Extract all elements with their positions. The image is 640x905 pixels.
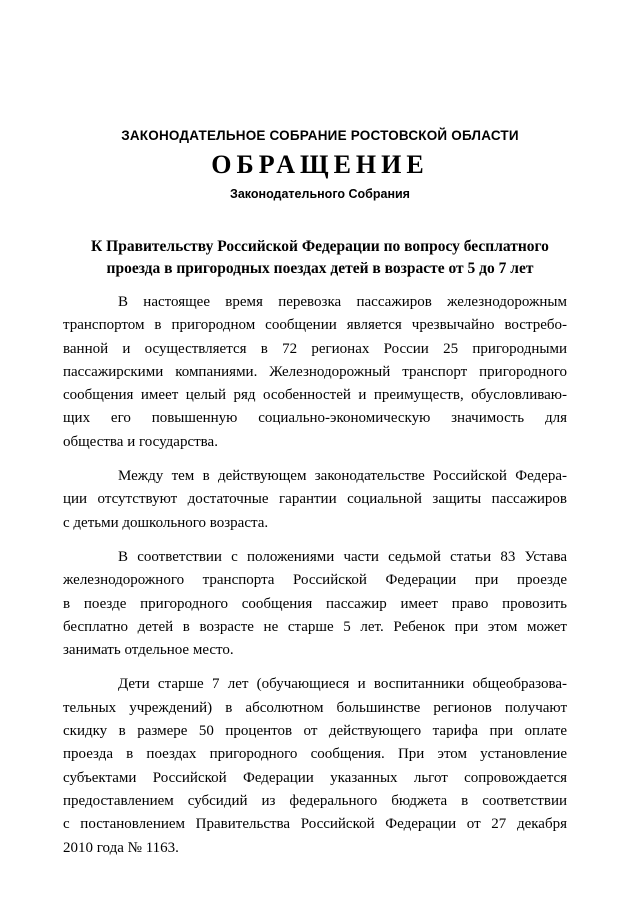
text-line: Дети старше 7 лет (обучающиеся и воспитанники общеобразова- [118, 676, 567, 693]
text-line: сообщения имеет целый ряд особенностей и преимуществ, обусловливаю- [63, 387, 567, 404]
text-line: Между тем в действующем законодательстве Российской Федера- [118, 468, 567, 485]
text-line: занимать отдельное место. [63, 642, 234, 659]
text-line: предоставлением субсидий из федерального бюджета в соответствии [63, 792, 567, 809]
document-body [63, 291, 567, 871]
paragraph [63, 546, 567, 662]
text-line: 2010 года № 1163. [63, 839, 179, 856]
organization-title: ЗАКОНОДАТЕЛЬНОЕ СОБРАНИЕ РОСТОВСКОЙ ОБЛАСТИ [121, 128, 519, 143]
paragraph [63, 673, 567, 859]
text-line: с детьми дошкольного возраста. [63, 514, 269, 531]
paragraph [63, 465, 567, 535]
subject-heading [60, 236, 580, 280]
text-line: общества и государства. [63, 433, 218, 450]
text-line: тельных учреждений) в абсолютном большинстве регионов получают [63, 699, 567, 716]
document-type-heading: ОБРАЩЕНИЕ [211, 150, 429, 179]
text-line: железнодорожного транспорта Российской Федерации при проезде [63, 572, 567, 589]
text-line: субъектами Российской Федерации указанных льгот сопровождается [63, 769, 567, 786]
text-line: с постановлением Правительства Российской Федерации от 27 декабря [63, 816, 567, 833]
text-line: ванной и осуществляется в 72 регионах России 25 пригородными [63, 340, 567, 357]
text-line: скидку в размере 50 процентов от действующего тарифа при оплате [63, 723, 567, 740]
issuer-subtitle: Законодательного Собрания [230, 187, 410, 201]
text-line: пассажирскими компаниями. Железнодорожный транспорт пригородного [63, 363, 567, 380]
text-line: щих его повышенную социально-экономическую значимость для [63, 410, 567, 427]
text-line: В настоящее время перевозка пассажиров железнодорожным [118, 294, 567, 310]
text-line: В соответствии с положениями части седьмой статьи 83 Устава [118, 548, 567, 565]
text-line: ции отсутствуют достаточные гарантии социальной защиты пассажиров [63, 491, 567, 508]
text-line: в поезде пригородного сообщения пассажир имеет право провозить [63, 595, 567, 612]
subject-line: К Правительству Российской Федерации по вопросу бесплатного [91, 238, 549, 255]
text-line: транспортом в пригородном сообщении является чрезвычайно востребо- [63, 317, 567, 334]
paragraph [63, 291, 567, 454]
text-line: проезда в поездах пригородного сообщения. При этом установление [63, 746, 567, 763]
subject-line: проезда в пригородных поездах детей в возрасте от 5 до 7 лет [106, 260, 534, 277]
text-line: бесплатно детей в возрасте не старше 5 лет. Ребенок при этом может [63, 618, 567, 635]
